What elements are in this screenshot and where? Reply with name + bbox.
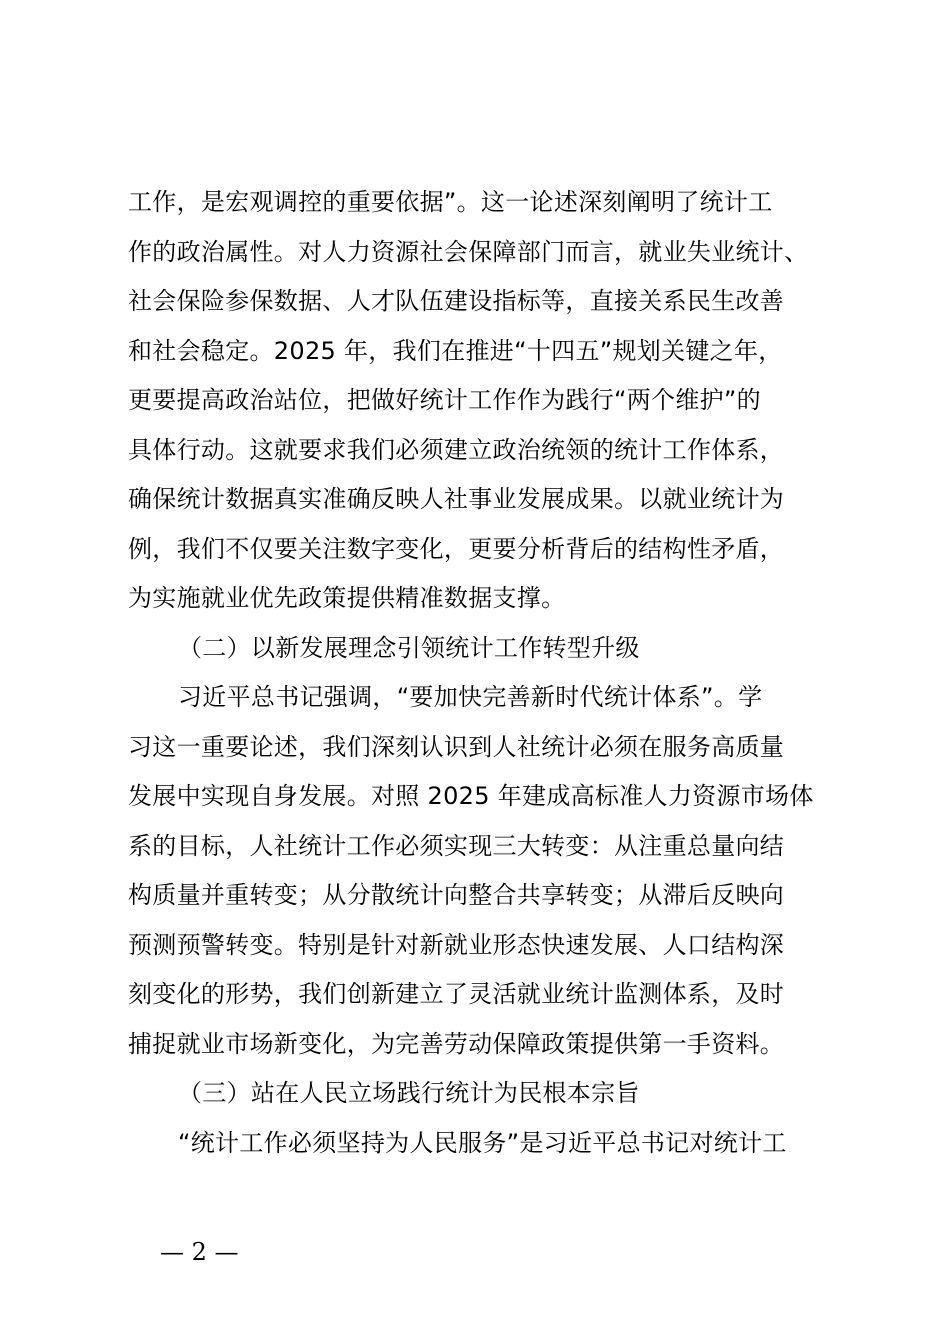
text-line: 和社会稳定。2025 年，我们在推进“十四五”规划关键之年， xyxy=(128,336,783,365)
text-line: 捕捉就业市场新变化，为完善劳动保障政策提供第一手资料。 xyxy=(128,1029,785,1058)
text-line: 确保统计数据真实准确反映人社事业发展成果。以就业统计为 xyxy=(128,485,785,513)
text-line: 作的政治属性。对人力资源社会保障部门而言，就业失业统计、 xyxy=(128,237,809,266)
text-line: 工作，是宏观调控的重要依据”。这一论述深刻阐明了统计工 xyxy=(128,188,773,216)
text-line: 更要提高政治站位，把做好统计工作作为践行“两个维护”的 xyxy=(128,386,761,414)
text-line: 具体行动。这就要求我们必须建立政治统领的统计工作体系， xyxy=(128,435,785,464)
text-line: 发展中实现自身发展。对照 2025 年建成高标准人力资源市场体 xyxy=(128,782,814,810)
text-line: 习这一重要论述，我们深刻认识到人社统计必须在服务高质量 xyxy=(128,732,785,761)
text-line: 刻变化的形势，我们创新建立了灵活就业统计监测体系，及时 xyxy=(128,980,785,1008)
text-line: 为实施就业优先政策提供精准数据支撑。 xyxy=(128,584,566,612)
text-line: （二）以新发展理念引领统计工作转型升级 xyxy=(178,633,640,662)
text-line: 构质量并重转变；从分散统计向整合共享转变；从滞后反映向 xyxy=(128,881,785,909)
text-line: 习近平总书记强调，“要加快完善新时代统计体系”。学 xyxy=(178,683,763,711)
text-line: 社会保险参保数据、人才队伍建设指标等，直接关系民生改善 xyxy=(128,287,785,315)
page-number: — 2 — xyxy=(160,1238,239,1266)
text-line: （三）站在人民立场践行统计为民根本宗旨 xyxy=(178,1079,640,1107)
text-line: 预测预警转变。特别是针对新就业形态快速发展、人口结构深 xyxy=(128,930,785,959)
text-line: 系的目标，人社统计工作必须实现三大转变：从注重总量向结 xyxy=(128,831,785,860)
text-line: “统计工作必须坚持为人民服务”是习近平总书记对统计工 xyxy=(178,1128,787,1157)
text-line: 例，我们不仅要关注数字变化，更要分析背后的结构性矛盾， xyxy=(128,534,785,563)
body-text xyxy=(128,178,838,1168)
